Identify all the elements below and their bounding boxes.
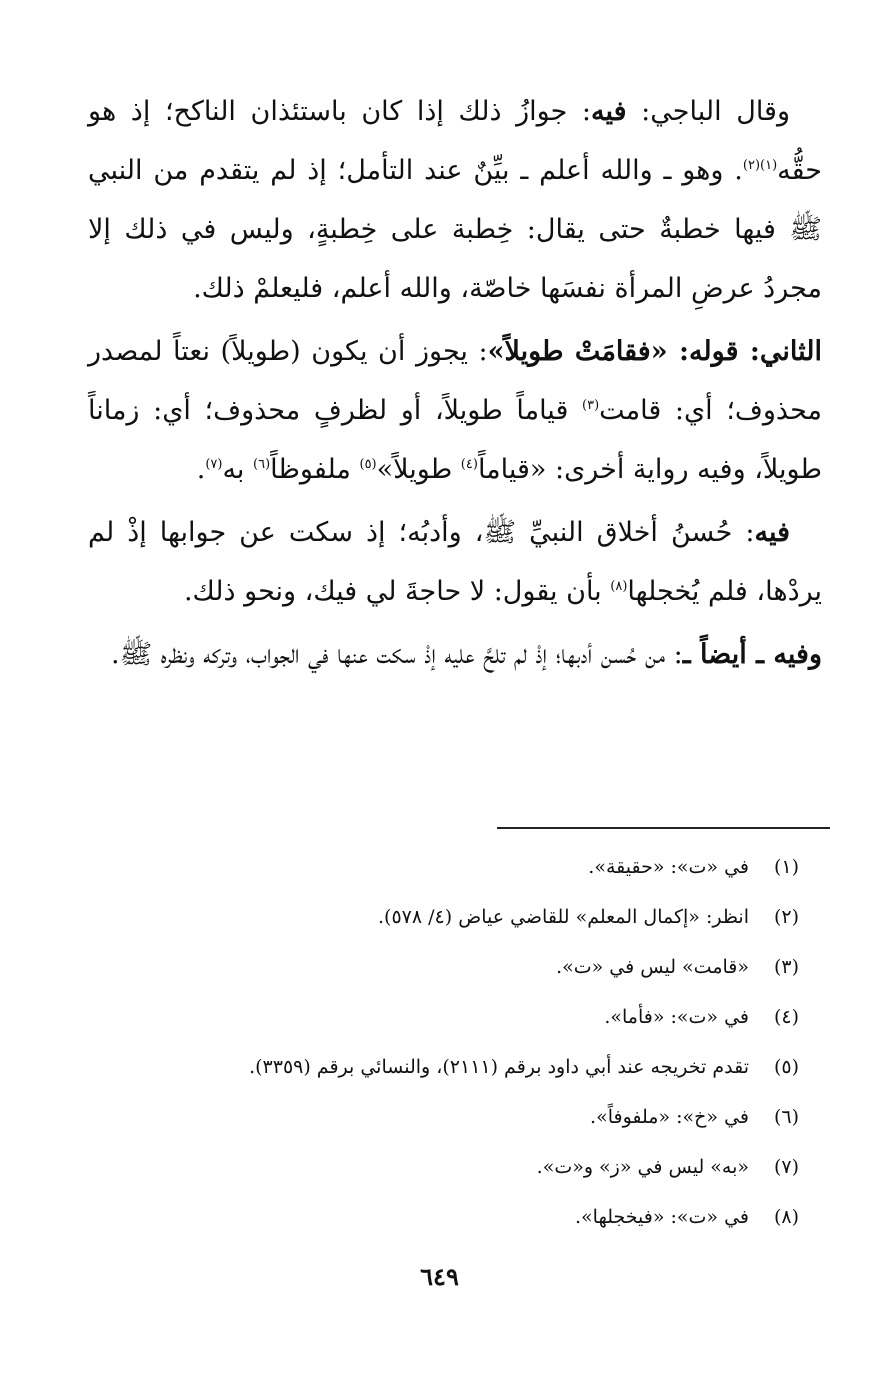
footnote-number: (١) [773,856,799,878]
footnote-ref[interactable]: (٦) [253,457,271,472]
footnote-number: (٣) [773,956,799,978]
footnote-item [79,1042,799,1092]
footnotes-list [79,842,799,1242]
footnote-text: في «ت»: «فيخجلها». [574,1206,749,1228]
main-text [88,82,822,684]
footnote-ref[interactable]: (٤) [460,457,478,472]
text-segment: : من حُسن أدبها؛ إذْ لم تلحَّ عليه إذْ سكت عنها في الجواب، وتركه ونظره ﷺ. [111,639,683,670]
footnote-ref[interactable]: (٧) [205,457,223,472]
footnote-item [79,1142,799,1192]
text-segment: . [196,454,206,485]
footnote-item [79,1192,799,1242]
paragraph-1 [88,82,822,318]
footnote-ref[interactable]: (٥) [359,457,377,472]
footnote-number: (٤) [773,1006,799,1028]
text-segment: : جوازُ ذلك إذا كان باستئذان الناكح؛ إذ هو حقُّه [88,96,822,186]
text-segment: ملفوظاً [270,454,360,485]
text-segment: به [222,454,254,485]
footnote-text: تقدم تخريجه عند أبي داود برقم (٢١١١)، والنسائي برقم (٣٣٥٩). [249,1056,749,1078]
footnote-number: (٢) [773,906,799,928]
footnote-number: (٦) [773,1106,799,1128]
page-number: ٦٤٩ [420,1262,459,1291]
paragraph-3 [88,503,822,621]
footnote-item [79,892,799,942]
footnote-item [79,1092,799,1142]
paragraph-2 [88,322,822,499]
footnote-item [79,942,799,992]
bold-label: فيه [754,517,790,548]
footnote-item [79,842,799,892]
text-segment: وقال الباجي: [626,96,790,127]
footnote-text: «به» ليس في «ز» و«ت». [536,1156,749,1178]
footnote-divider [497,827,830,829]
footnote-number: (٥) [773,1056,799,1078]
footnote-text: «قامت» ليس في «ت». [556,956,749,978]
footnote-ref[interactable]: (٣) [582,398,600,413]
text-segment: بأن يقول: لا حاجةَ لي فيك، ونحو ذلك. [183,576,611,607]
footnote-text: في «ت»: «حقيقة». [588,856,749,878]
footnote-item [79,992,799,1042]
footnote-number: (٧) [773,1156,799,1178]
bold-label: الثاني: قوله: «فقامَتْ طويلاً» [487,336,822,367]
bold-label: وفيه ـ أيضاً ـ [682,639,822,670]
text-segment: . وهو ـ والله أعلم ـ بيِّنٌ عند التأمل؛ إذ لم يتقدم من النبي ﷺ فيها خطبةٌ حتى يقال: خِطبة على خِطبةٍ، وليس في ذلك إلا مجردُ عرضِ المرأة نفسَها خاصّة، والله أعلم، فليعلمْ ذلك. [88,155,822,304]
text-segment: قياماً طويلاً، أو لظرفٍ محذوف؛ أي: زماناً طويلاً، وفيه رواية أخرى: «قياماً [88,395,822,485]
footnote-text: في «خ»: «ملفوفاً». [590,1106,749,1128]
footnote-ref[interactable]: (١)(٢) [742,158,778,173]
footnote-text: انظر: «إكمال المعلم» للقاضي عياض (٤/ ٥٧٨). [378,906,749,928]
text-segment: : يجوز أن يكون (طويلاً) نعتاً لمصدر محذوف؛ أي: قامت [88,336,822,426]
text-segment: : حُسنُ أخلاق النبيِّ ﷺ، وأدبُه؛ إذ سكت عن جوابها إذْ لم يردْها، فلم يُخجلها [88,517,822,607]
footnote-ref[interactable]: (٨) [610,579,628,594]
footnote-text: في «ت»: «فأما». [604,1006,749,1028]
bold-label: فيه [591,96,627,127]
paragraph-4 [88,625,822,684]
footnote-number: (٨) [773,1206,799,1228]
text-segment: طويلاً» [376,454,461,485]
